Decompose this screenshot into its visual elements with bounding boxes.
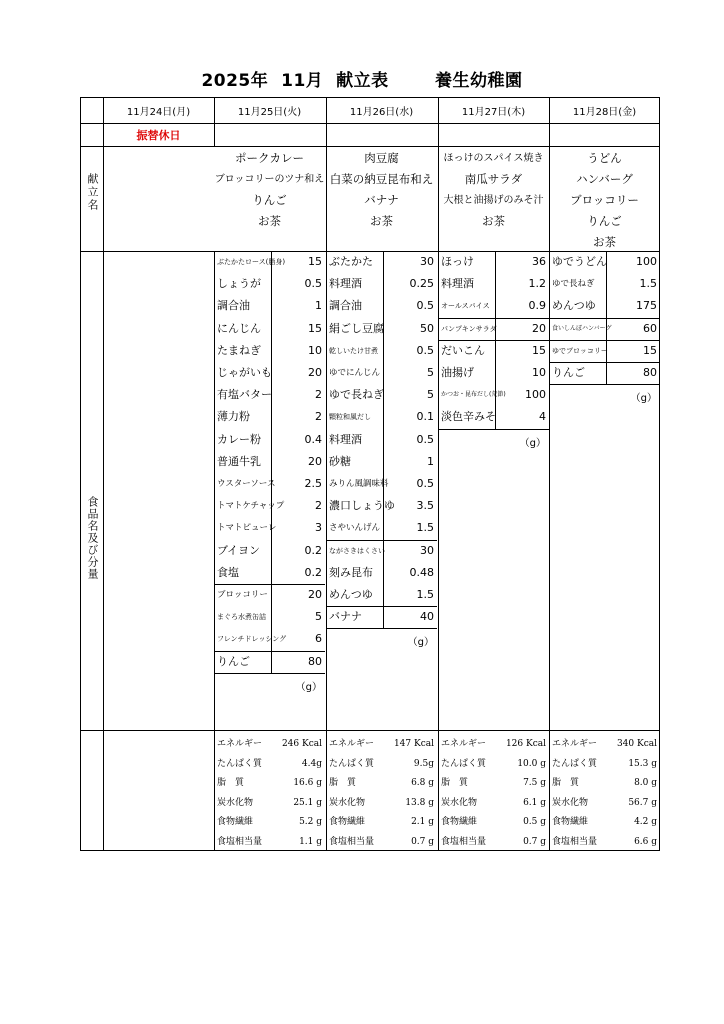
nutrition-value: 9.5g — [413, 758, 434, 769]
unit-label: （g） — [630, 393, 657, 405]
nutrition-label: 食塩相当量 — [217, 836, 263, 847]
nutrition-label: 食塩相当量 — [441, 836, 487, 847]
ingredient-amount: 100 — [636, 255, 657, 268]
unit-label: （g） — [295, 681, 322, 693]
nutrition-row — [214, 773, 325, 794]
dish-list — [438, 148, 549, 232]
ingredient-row — [214, 318, 325, 340]
menu-table — [80, 97, 660, 851]
dish-name: お茶 — [482, 214, 505, 228]
ingredient-name: ゆでブロッコリー — [552, 346, 608, 355]
ingredient-row — [438, 384, 549, 406]
ingredient-name: りんご — [217, 654, 250, 668]
ingredient-amount: 10 — [532, 366, 546, 379]
nutrition-value: 0.7 g — [411, 836, 434, 847]
dish-name: ほっけのスパイス焼き — [443, 153, 544, 164]
ingredient-row — [214, 628, 325, 651]
grid-line — [103, 98, 104, 850]
ingredient-name: 有塩バター — [217, 388, 272, 402]
nutrition-label: 食物繊維 — [552, 817, 589, 827]
cell-divider — [271, 584, 272, 606]
cell-divider — [271, 562, 272, 584]
nutrition-value: 6.8 g — [411, 778, 434, 788]
cell-divider — [271, 295, 272, 317]
ingredient-amount: 0.5 — [416, 477, 434, 490]
nutrition-value: 340 Kcal — [616, 739, 657, 749]
nutrition-value: 1.1 g — [299, 836, 322, 847]
ingredient-name: しょうが — [217, 277, 261, 291]
ingredient-name: 濃口しょうゆ — [329, 499, 395, 513]
cell-divider — [383, 606, 384, 628]
ingredient-name: 料理酒 — [329, 432, 362, 446]
ingredient-name: たまねぎ — [217, 343, 261, 357]
ingredient-amount: 5 — [315, 610, 322, 624]
nutrition-row — [549, 754, 660, 775]
ingredient-name: めんつゆ — [329, 588, 373, 601]
nutrition-row — [214, 812, 325, 833]
holiday-note: 振替休日 — [136, 129, 181, 142]
cell-divider — [271, 540, 272, 562]
ingredient-name: 調合油 — [329, 299, 362, 313]
ingredient-amount: 2.5 — [304, 477, 322, 490]
ingredient-row — [214, 495, 325, 517]
ingredient-name: 顆粒和風だし — [329, 413, 371, 422]
ingredient-row — [326, 517, 437, 540]
cell-divider — [271, 651, 272, 673]
ingredient-name: パンプキンサラダ — [441, 324, 497, 333]
nutrition-value: 126 Kcal — [505, 739, 546, 749]
nutrition-value: 246 Kcal — [281, 739, 322, 749]
ingredient-amount: 10 — [308, 343, 322, 357]
ingredient-row — [549, 340, 660, 363]
ingredient-row — [549, 362, 660, 385]
cell-divider — [495, 295, 496, 317]
nutrition-row — [438, 734, 549, 755]
dish-name: ブロッコリーのツナ和え — [214, 174, 325, 185]
nutrition-row — [438, 812, 549, 833]
nutrition-label: エネルギー — [552, 739, 598, 749]
ingredient-amount: 50 — [420, 321, 434, 335]
ingredient-name: バナナ — [329, 610, 362, 624]
nutrition-value: 4.4g — [301, 758, 322, 769]
nutrition-row — [214, 793, 325, 814]
ingredient-amount: 0.5 — [304, 277, 322, 291]
cell-divider — [606, 273, 607, 295]
ingredient-row — [214, 584, 325, 606]
ingredient-name: ぶたかた — [329, 255, 373, 268]
nutrition-value: 6.6 g — [634, 836, 657, 847]
nutrition-value: 7.5 g — [523, 778, 546, 788]
dish-list — [549, 148, 660, 253]
nutrition-value: 25.1 g — [293, 797, 322, 808]
ingredient-row — [549, 273, 660, 295]
ingredient-amount: 5 — [427, 366, 434, 379]
ingredient-row — [214, 362, 325, 384]
ingredient-amount: 0.2 — [304, 543, 322, 557]
ingredient-name: トマトピューレ — [217, 523, 277, 534]
ingredient-row — [326, 562, 437, 584]
ingredient-row — [326, 429, 437, 451]
cell-divider — [495, 362, 496, 384]
ingredient-amount: 15 — [308, 321, 322, 335]
cell-divider — [271, 606, 272, 628]
ingredient-amount: 3.5 — [416, 499, 434, 513]
ingredient-row — [326, 584, 437, 607]
ingredient-row — [438, 340, 549, 362]
cell-divider — [383, 406, 384, 428]
nutrition-row — [438, 793, 549, 814]
ingredient-row — [438, 406, 549, 429]
ingredient-amount: 2 — [315, 388, 322, 402]
dish-name: 大根と油揚げのみそ汁 — [443, 195, 544, 206]
ingredient-row — [549, 318, 660, 341]
ingredient-name: オールスパイス — [441, 302, 490, 311]
page-title — [0, 66, 724, 91]
ingredient-row — [326, 318, 437, 340]
date-header-tue: 11月25日(火) — [237, 107, 302, 118]
ingredient-name: 調合油 — [217, 299, 250, 313]
ingredient-name: 砂糖 — [329, 454, 351, 468]
ingredient-name: 淡色辛みそ — [441, 410, 496, 424]
title-label: 献立表 — [336, 71, 389, 91]
ingredient-name: みりん風調味料 — [329, 479, 389, 489]
nutrition-label: 炭水化物 — [552, 797, 589, 808]
nutrition-row — [326, 734, 437, 755]
nutrition-row — [214, 754, 325, 775]
ingredient-amount: 15 — [532, 343, 546, 357]
ingredient-amount: 40 — [420, 610, 434, 624]
ingredient-name: ほっけ — [441, 255, 474, 268]
ingredient-amount: 0.5 — [416, 432, 434, 446]
ingredient-row — [214, 406, 325, 428]
nutrition-value: 56.7 g — [628, 797, 657, 808]
nutrition-label: 脂 質 — [441, 778, 469, 788]
dish-name: 白菜の納豆昆布和え — [329, 172, 434, 186]
cell-divider — [606, 295, 607, 317]
ingredient-row — [326, 406, 437, 428]
nutrition-value: 16.6 g — [293, 778, 322, 788]
nutrition-row — [214, 832, 325, 853]
ingredient-row — [214, 295, 325, 317]
date-header-thu: 11月27日(木) — [461, 107, 526, 118]
dish-name: バナナ — [364, 193, 399, 207]
nutrition-value: 6.1 g — [523, 797, 546, 808]
ingredient-amount: 0.4 — [304, 432, 322, 446]
date-header-mon: 11月24日(月) — [126, 107, 191, 118]
title-school: 養生幼稚園 — [435, 71, 523, 91]
ingredient-row — [214, 606, 325, 628]
ingredient-row — [438, 273, 549, 295]
cell-divider — [383, 251, 384, 273]
dish-name: りんご — [587, 214, 622, 228]
dish-name: うどん — [587, 151, 622, 165]
nutrition-row — [438, 754, 549, 775]
nutrition-value: 15.3 g — [628, 758, 657, 769]
ingredient-amount: 2 — [315, 499, 322, 513]
nutrition-value: 0.7 g — [523, 836, 546, 847]
nutrition-row — [438, 832, 549, 853]
cell-divider — [383, 517, 384, 539]
ingredient-amount: 80 — [643, 366, 657, 379]
ingredient-amount: 80 — [308, 654, 322, 668]
row-label-ingredients: 食品名及び分量 — [86, 496, 99, 580]
ingredient-amount: 60 — [643, 321, 657, 335]
ingredient-amount: 30 — [420, 543, 434, 557]
nutrition-value: 8.0 g — [634, 778, 657, 788]
row-label-menu: 献立名 — [86, 173, 99, 212]
ingredient-name: 刻み昆布 — [329, 565, 373, 579]
unit-label: （g） — [407, 637, 434, 649]
nutrition-label: 炭水化物 — [217, 797, 254, 808]
dish-name: お茶 — [370, 214, 393, 228]
cell-divider — [495, 273, 496, 295]
cell-divider — [271, 318, 272, 340]
nutrition-row — [326, 812, 437, 833]
ingredient-row — [326, 606, 437, 629]
dish-name: りんご — [252, 193, 287, 207]
ingredient-name: 食塩 — [217, 565, 239, 579]
dish-name: お茶 — [593, 235, 616, 249]
ingredient-amount: 0.48 — [409, 565, 434, 579]
ingredient-row — [214, 251, 325, 273]
ingredient-amount: 0.5 — [416, 343, 434, 357]
cell-divider — [495, 251, 496, 273]
nutrition-row — [326, 832, 437, 853]
cell-divider — [383, 451, 384, 473]
ingredient-amount: 20 — [308, 588, 322, 601]
nutrition-label: 食物繊維 — [329, 817, 366, 827]
nutrition-row — [438, 773, 549, 794]
nutrition-value: 5.2 g — [299, 817, 322, 827]
nutrition-label: エネルギー — [329, 739, 375, 749]
ingredient-amount: 1.5 — [416, 588, 434, 601]
ingredient-row — [214, 562, 325, 585]
ingredient-name: 料理酒 — [329, 277, 362, 291]
ingredient-amount: 36 — [532, 255, 546, 268]
nutrition-label: エネルギー — [217, 739, 263, 749]
ingredient-name: まぐろ水煮缶詰 — [217, 613, 266, 622]
cell-divider — [383, 295, 384, 317]
day-column-fri — [549, 98, 660, 850]
ingredient-row — [214, 540, 325, 562]
nutrition-value: 13.8 g — [405, 797, 434, 808]
ingredient-row — [438, 251, 549, 273]
nutrition-row — [326, 754, 437, 775]
nutrition-row — [549, 793, 660, 814]
dish-name: 肉豆腐 — [364, 151, 399, 165]
ingredient-amount: 0.2 — [304, 565, 322, 579]
cell-divider — [495, 340, 496, 362]
day-column-thu — [438, 98, 549, 850]
ingredient-row — [214, 273, 325, 295]
ingredient-amount: 175 — [636, 299, 657, 313]
ingredient-name: ブロッコリー — [217, 590, 268, 600]
ingredient-name: さやいんげん — [329, 523, 381, 534]
nutrition-row — [549, 832, 660, 853]
ingredient-row — [214, 517, 325, 539]
day-column-tue — [214, 98, 325, 850]
nutrition-label: エネルギー — [441, 739, 487, 749]
nutrition-label: 脂 質 — [217, 778, 245, 788]
ingredient-name: ぶたかたロース(脂身) — [217, 258, 286, 266]
nutrition-label: たんぱく質 — [552, 758, 598, 769]
ingredient-amount: 15 — [308, 255, 322, 268]
ingredient-name: 薄力粉 — [217, 410, 250, 424]
dish-name: ハンバーグ — [576, 172, 633, 186]
ingredient-name: ゆでにんじん — [329, 368, 381, 378]
ingredient-name: 乾しいたけ甘煮 — [329, 346, 378, 355]
ingredient-amount: 1.5 — [416, 521, 434, 535]
ingredient-amount: 1.2 — [528, 277, 546, 291]
ingredient-row — [214, 473, 325, 495]
dish-name: ブロッコリー — [570, 193, 639, 207]
dish-list — [214, 148, 325, 232]
ingredient-row — [549, 295, 660, 318]
cell-divider — [271, 406, 272, 428]
nutrition-label: 脂 質 — [552, 778, 580, 788]
nutrition-row — [549, 734, 660, 755]
ingredient-name: 料理酒 — [441, 277, 474, 291]
dish-name: お茶 — [258, 214, 281, 228]
ingredient-amount: 15 — [643, 343, 657, 357]
nutrition-value: 0.5 g — [523, 817, 546, 827]
ingredient-row — [326, 540, 437, 562]
nutrition-value: 4.2 g — [634, 817, 657, 827]
ingredient-row — [326, 384, 437, 406]
nutrition-row — [214, 734, 325, 755]
ingredient-amount: 20 — [532, 321, 546, 335]
ingredient-name: めんつゆ — [552, 299, 596, 313]
ingredient-name: ゆで長ねぎ — [329, 388, 384, 402]
ingredient-name: かつお・昆布だし(荒節) — [441, 391, 506, 399]
day-column-wed — [326, 98, 437, 850]
ingredient-name: 普通牛乳 — [217, 454, 261, 468]
ingredient-row — [438, 295, 549, 318]
ingredient-name: ながさきはくさい — [329, 546, 385, 555]
ingredient-amount: 5 — [427, 388, 434, 402]
ingredient-name: ゆで長ねぎ — [552, 279, 595, 290]
cell-divider — [383, 584, 384, 606]
ingredient-amount: 2 — [315, 410, 322, 424]
nutrition-label: たんぱく質 — [441, 758, 487, 769]
ingredient-amount: 100 — [525, 388, 546, 402]
ingredient-row — [326, 473, 437, 495]
nutrition-value: 147 Kcal — [393, 739, 434, 749]
ingredient-row — [214, 451, 325, 473]
ingredient-amount: 1.5 — [639, 277, 657, 291]
ingredient-name: だいこん — [441, 343, 485, 357]
ingredient-row — [438, 318, 549, 341]
ingredient-row — [438, 362, 549, 384]
ingredient-name: にんじん — [217, 321, 261, 335]
nutrition-label: 食塩相当量 — [329, 836, 375, 847]
ingredient-name: 食いしんぼハンバーグ — [552, 324, 612, 332]
ingredient-amount: 6 — [315, 632, 322, 646]
date-header-fri: 11月28日(金) — [572, 107, 637, 118]
cell-divider — [271, 273, 272, 295]
unit-label: （g） — [519, 437, 546, 449]
cell-divider — [383, 273, 384, 295]
ingredient-amount: 1 — [427, 454, 434, 468]
ingredient-row — [214, 384, 325, 406]
ingredient-amount: 4 — [539, 410, 546, 424]
cell-divider — [383, 340, 384, 362]
ingredient-name: 絹ごし豆腐 — [329, 321, 384, 335]
cell-divider — [606, 362, 607, 384]
ingredient-name: じゃがいも — [217, 366, 272, 379]
ingredient-row — [326, 295, 437, 317]
ingredient-name: ウスターソース — [217, 479, 276, 489]
ingredient-row — [326, 362, 437, 384]
nutrition-label: 炭水化物 — [441, 797, 478, 808]
ingredient-row — [326, 251, 437, 273]
ingredient-row — [326, 340, 437, 362]
nutrition-label: 脂 質 — [329, 778, 357, 788]
title-year: 2025年 — [201, 71, 269, 91]
ingredient-row — [326, 495, 437, 517]
nutrition-label: 食物繊維 — [217, 817, 254, 827]
ingredient-name: 油揚げ — [441, 366, 474, 379]
ingredient-amount: 1 — [315, 299, 322, 313]
nutrition-value: 2.1 g — [411, 817, 434, 827]
cell-divider — [383, 562, 384, 584]
ingredient-name: トマトケチャップ — [217, 501, 285, 512]
ingredient-row — [326, 273, 437, 295]
ingredient-row — [214, 429, 325, 451]
date-header-wed: 11月26日(水) — [349, 107, 414, 118]
nutrition-value: 10.0 g — [517, 758, 546, 769]
dish-list — [326, 148, 437, 232]
nutrition-label: たんぱく質 — [329, 758, 375, 769]
title-month: 11月 — [281, 71, 324, 91]
nutrition-label: たんぱく質 — [217, 758, 263, 769]
cell-divider — [271, 429, 272, 451]
ingredient-name: りんご — [552, 366, 585, 379]
ingredient-row — [214, 340, 325, 362]
ingredient-name: ブイヨン — [217, 543, 261, 557]
ingredient-row — [549, 251, 660, 273]
ingredient-name: ゆでうどん — [552, 255, 607, 268]
cell-divider — [271, 451, 272, 473]
nutrition-label: 炭水化物 — [329, 797, 366, 808]
ingredient-amount: 30 — [420, 255, 434, 268]
ingredient-row — [214, 651, 325, 674]
cell-divider — [383, 362, 384, 384]
ingredient-name: カレー粉 — [217, 432, 261, 446]
dish-name: 南瓜サラダ — [464, 172, 523, 186]
ingredient-name: フレンチドレッシング — [217, 635, 287, 644]
ingredient-amount: 3 — [315, 521, 322, 535]
ingredient-amount: 0.25 — [409, 277, 434, 291]
nutrition-label: 食物繊維 — [441, 817, 478, 827]
ingredient-row — [326, 451, 437, 473]
nutrition-row — [326, 773, 437, 794]
ingredient-amount: 20 — [308, 366, 322, 379]
nutrition-row — [549, 773, 660, 794]
dish-name: ポークカレー — [235, 151, 304, 165]
nutrition-label: 食塩相当量 — [552, 836, 598, 847]
cell-divider — [271, 340, 272, 362]
ingredient-amount: 0.9 — [528, 299, 546, 313]
cell-divider — [383, 429, 384, 451]
ingredient-amount: 0.1 — [416, 410, 434, 424]
nutrition-row — [326, 793, 437, 814]
ingredient-amount: 20 — [308, 454, 322, 468]
ingredient-amount: 0.5 — [416, 299, 434, 313]
nutrition-row — [549, 812, 660, 833]
